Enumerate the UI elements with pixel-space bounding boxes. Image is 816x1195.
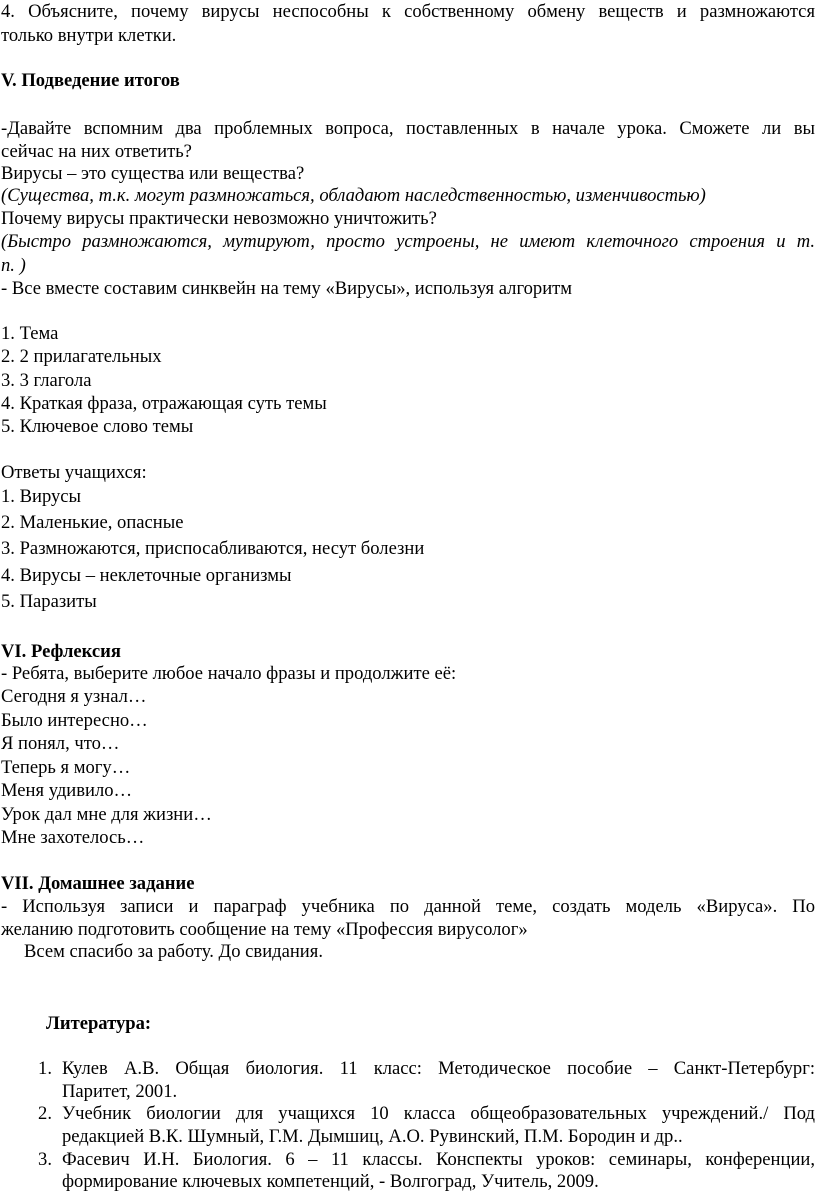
answer-2-line-1: (Быстро размножаются, мутируют, просто устроены, не имеют клеточного строения и т. xyxy=(1,231,815,252)
answers-label: Ответы учащихся: xyxy=(1,462,147,483)
question-1: Вирусы – это существа или вещества? xyxy=(1,163,305,184)
literature-item-line-1: Фасевич И.Н. Биология. 6 – 11 классы. Конспекты уроков: семинары, конференции, xyxy=(62,1149,815,1170)
literature-item-number: 3. xyxy=(38,1149,52,1170)
algorithm-item: 3. 3 глагола xyxy=(1,370,92,391)
answer-1: (Существа, т.к. могут размножаться, обладают наследственностью, изменчивостью) xyxy=(1,185,706,206)
reflection-phrase: Урок дал мне для жизни… xyxy=(1,804,212,825)
section-7-heading: VII. Домашнее задание xyxy=(1,873,195,894)
answer-2-line-2: п. ) xyxy=(1,255,26,276)
reflection-phrase: Меня удивило… xyxy=(1,780,133,801)
literature-item-line-1: Кулев А.В. Общая биология. 11 класс: Методическое пособие – Санкт-Петербург: xyxy=(62,1058,815,1079)
reflection-phrase: Мне захотелось… xyxy=(1,827,145,848)
literature-item-line-2: редакцией В.К. Шумный, Г.М. Дымшиц, А.О. Рувинский, П.М. Бородин и др.. xyxy=(62,1126,683,1147)
sinkwine-instruction: - Все вместе составим синквейн на тему «Вирусы», используя алгоритм xyxy=(1,278,573,299)
reflection-phrase: Теперь я могу… xyxy=(1,757,131,778)
answer-item: 1. Вирусы xyxy=(1,486,82,507)
homework-line-2: желанию подготовить сообщение на тему «Профессия вирусолог» xyxy=(1,919,528,940)
intro-line-2: только внутри клетки. xyxy=(1,25,177,46)
literature-item-line-2: Паритет, 2001. xyxy=(62,1081,178,1102)
section-5-question-line-1: -Давайте вспомним два проблемных вопроса, поставленных в начале урока. Сможете ли вы xyxy=(1,118,815,139)
answer-item: 5. Паразиты xyxy=(1,591,97,612)
literature-heading: Литература: xyxy=(46,1013,152,1034)
reflection-intro: - Ребята, выберите любое начало фразы и продолжите её: xyxy=(1,663,457,684)
algorithm-item: 5. Ключевое слово темы xyxy=(1,416,194,437)
literature-item-number: 1. xyxy=(38,1058,52,1079)
intro-line-1: 4. Объясните, почему вирусы неспособны к собственному обмену веществ и размножаются xyxy=(1,1,815,22)
algorithm-item: 2. 2 прилагательных xyxy=(1,346,162,367)
closing-thanks: Всем спасибо за работу. До свидания. xyxy=(24,941,323,962)
reflection-phrase: Сегодня я узнал… xyxy=(1,686,147,707)
literature-item-line-2: формирование ключевых компетенций, - Волгоград, Учитель, 2009. xyxy=(62,1171,599,1192)
section-5-question-line-2: сейчас на них ответить? xyxy=(1,141,192,162)
algorithm-item: 1. Тема xyxy=(1,323,59,344)
answer-item: 2. Маленькие, опасные xyxy=(1,512,184,533)
question-2: Почему вирусы практически невозможно уничтожить? xyxy=(1,208,437,229)
section-5-heading: V. Подведение итогов xyxy=(1,70,180,91)
literature-item-number: 2. xyxy=(38,1103,52,1124)
section-6-heading: VI. Рефлексия xyxy=(1,641,121,662)
answer-item: 3. Размножаются, приспосабливаются, несут болезни xyxy=(1,538,425,559)
homework-line-1: - Используя записи и параграф учебника по данной теме, создать модель «Вируса». По xyxy=(1,896,815,917)
answer-item: 4. Вирусы – неклеточные организмы xyxy=(1,565,292,586)
reflection-phrase: Я понял, что… xyxy=(1,733,120,754)
literature-item-line-1: Учебник биологии для учащихся 10 класса общеобразовательных учреждений./ Под xyxy=(62,1103,815,1124)
reflection-phrase: Было интересно… xyxy=(1,710,148,731)
algorithm-item: 4. Краткая фраза, отражающая суть темы xyxy=(1,393,327,414)
